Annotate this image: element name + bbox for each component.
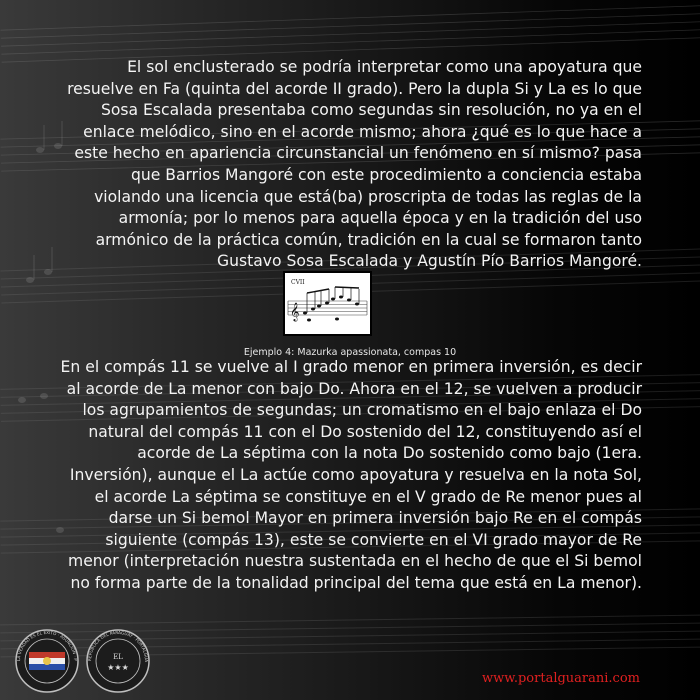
right-seal-text: REPUBLICA DEL PARAGUAY · PORTALGUA xyxy=(86,629,150,663)
svg-text:𝄞: 𝄞 xyxy=(290,302,300,321)
star-seal-icon xyxy=(85,628,151,694)
portal-link[interactable]: www.portalguarani.com xyxy=(482,671,640,686)
right-seal-inner: EL xyxy=(113,653,123,661)
example-caption: Ejemplo 4: Mazurka apassionata, compas 10 xyxy=(243,347,457,358)
measure-label: CVII xyxy=(291,279,305,286)
flag-seal-icon xyxy=(14,628,80,694)
paragraph-1: El sol enclusterado se podría interpretar como una apoyatura que resuelve en Fa (quinta del acorde II grado). Pero la dupla Si y La es lo que Sosa Escalada presentaba como segundas sin resolución, no ya en el enlace melódico, sino en el acorde mismo; ahora ¿qué es lo que hace a este hecho en apariencia circunstancial un fenómeno en sí mismo? pasa que Barrios Mangoré con este procedimiento a conciencia estaba violando una licencia que está(ba) proscripta de todas las reglas de la armonía; por lo menos para aquella época y en la tradición del uso armónico de la práctica común, tradición en la cual se formaron tanto Gustavo Sosa Escalada y Agustín Pío Barrios Mangoré. xyxy=(67,58,642,271)
music-score-excerpt-icon xyxy=(285,273,370,334)
left-seal-text: LA VERDAD ES EL EXITO · ASUNCION · P xyxy=(15,629,79,662)
svg-text:★★★: ★★★ xyxy=(107,663,129,672)
music-example-figure xyxy=(283,271,372,336)
paragraph-2: En el compás 11 se vuelve al I grado menor en primera inversión, es decir al acorde de La menor con bajo Do. Ahora en el 12, se vuelven a producir los agrupamientos de segundas; un cromatismo en el bajo enlaza el Do natural del compás 11 con el Do sostenido del 12, constituyendo así el acorde de La séptima con la nota Do sostenido como bajo (1era. Inversión), aunque el La actúe como apoyatura y resuelva en la nota Sol, el acorde La séptima se constituye en el V grado de Re menor pues al darse un Si bemol Mayor en primera inversión bajo Re en el compás siguiente (compás 13), este se convierte en el VI grado mayor de Re menor (interpretación nuestra sustentada en el hecho de que el Si bemol no forma parte de la tonalidad principal del tema que está en La menor). xyxy=(60,358,642,592)
